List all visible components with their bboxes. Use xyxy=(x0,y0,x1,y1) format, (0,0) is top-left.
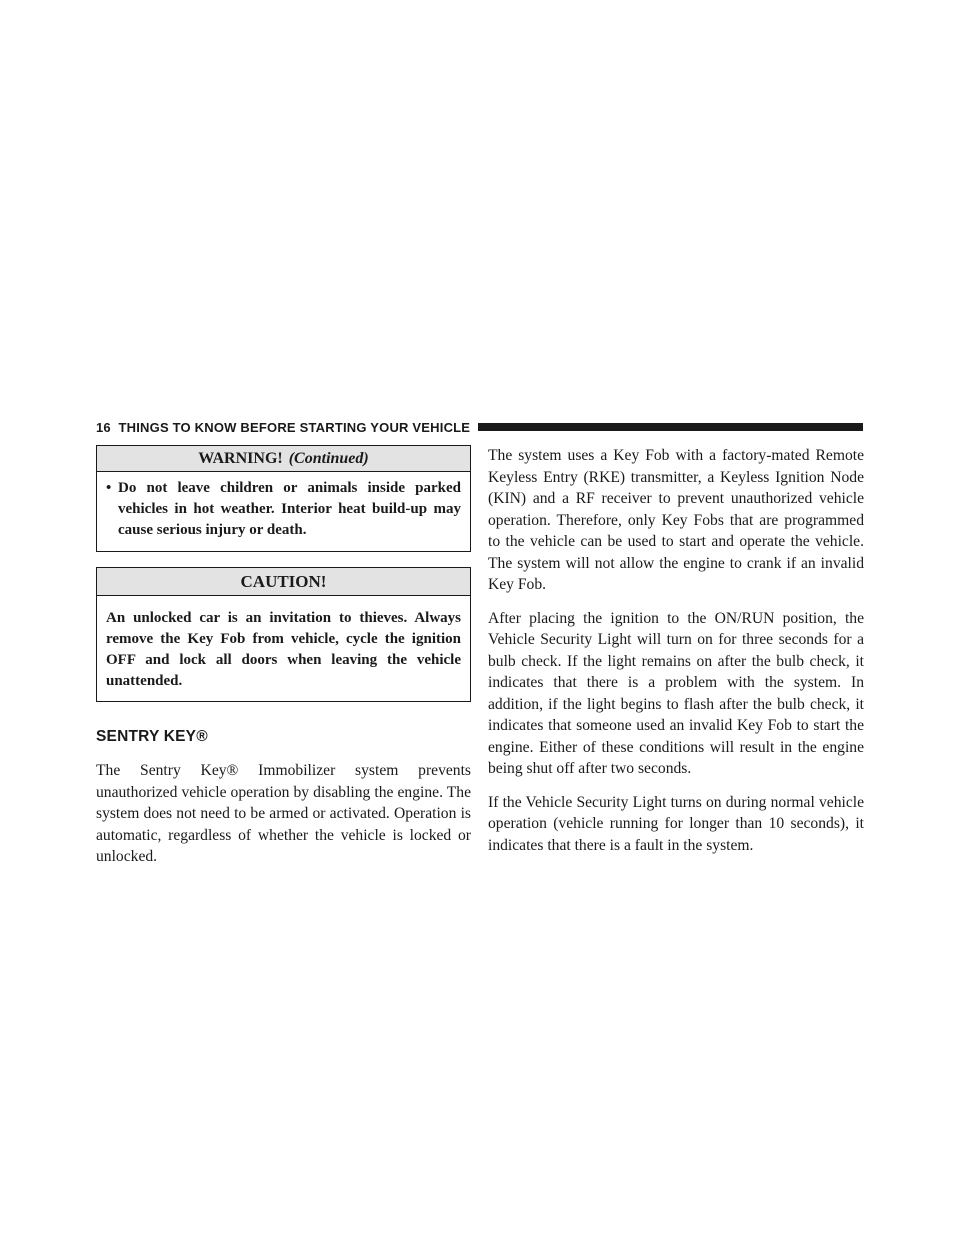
warning-text: Do not leave children or animals inside parked vehicles in hot weather. Interior heat build-up may cause serious injury or death. xyxy=(118,480,461,538)
warning-title: WARNING! xyxy=(198,450,283,467)
page-number: 16 xyxy=(96,419,111,435)
right-paragraph-1: The system uses a Key Fob with a factory-mated Remote Keyless Entry (RKE) transmitter, a Keyless Ignition Node (KIN) and a RF receiver to prevent unauthorized vehicle operation. Therefore, only Key Fobs that are programmed to the vehicle can be used to start and operate the vehicle. The system will not allow the engine to crank if an invalid Key Fob. xyxy=(488,447,864,593)
caution-box xyxy=(96,567,471,702)
warning-box xyxy=(96,445,471,552)
warning-bullet-item xyxy=(106,478,461,541)
warning-body xyxy=(97,472,470,551)
caution-body xyxy=(97,596,470,701)
page-header xyxy=(96,416,863,438)
bullet-icon: • xyxy=(106,480,112,496)
sentry-key-heading: SENTRY KEY® xyxy=(96,728,208,745)
right-paragraph-3: If the Vehicle Security Light turns on during normal vehicle operation (vehicle running for longer than 10 seconds), it indicates that there is a fault in the system. xyxy=(488,793,864,854)
sentry-paragraph: The Sentry Key® Immobilizer system prevents unauthorized vehicle operation by disabling the engine. The system does not need to be armed or activated. Operation is automatic, regardless of whether the vehicle is locked or unlocked. xyxy=(96,762,471,865)
left-column xyxy=(96,445,471,880)
warning-continued: (Continued) xyxy=(288,450,369,467)
section-title: THINGS TO KNOW BEFORE STARTING YOUR VEHICLE xyxy=(118,419,471,435)
header-rule xyxy=(478,423,863,431)
caution-title: CAUTION! xyxy=(240,572,327,591)
page-header-text xyxy=(96,420,470,435)
caution-text: An unlocked car is an invitation to thieves. Always remove the Key Fob from vehicle, cycle the ignition OFF and lock all doors when leaving the vehicle unattended. xyxy=(106,610,461,689)
caution-header xyxy=(97,568,470,596)
warning-header xyxy=(97,446,470,472)
right-column xyxy=(488,445,864,868)
right-paragraph-2: After placing the ignition to the ON/RUN position, the Vehicle Security Light will turn on for three seconds for a bulb check. If the light remains on after the bulb check, it indicates that there is a problem with the system. In addition, if the light begins to flash after the bulb check, it indicates that someone used an invalid Key Fob to start the engine. Either of these conditions will result in the engine being shut off after two seconds. xyxy=(488,609,864,777)
